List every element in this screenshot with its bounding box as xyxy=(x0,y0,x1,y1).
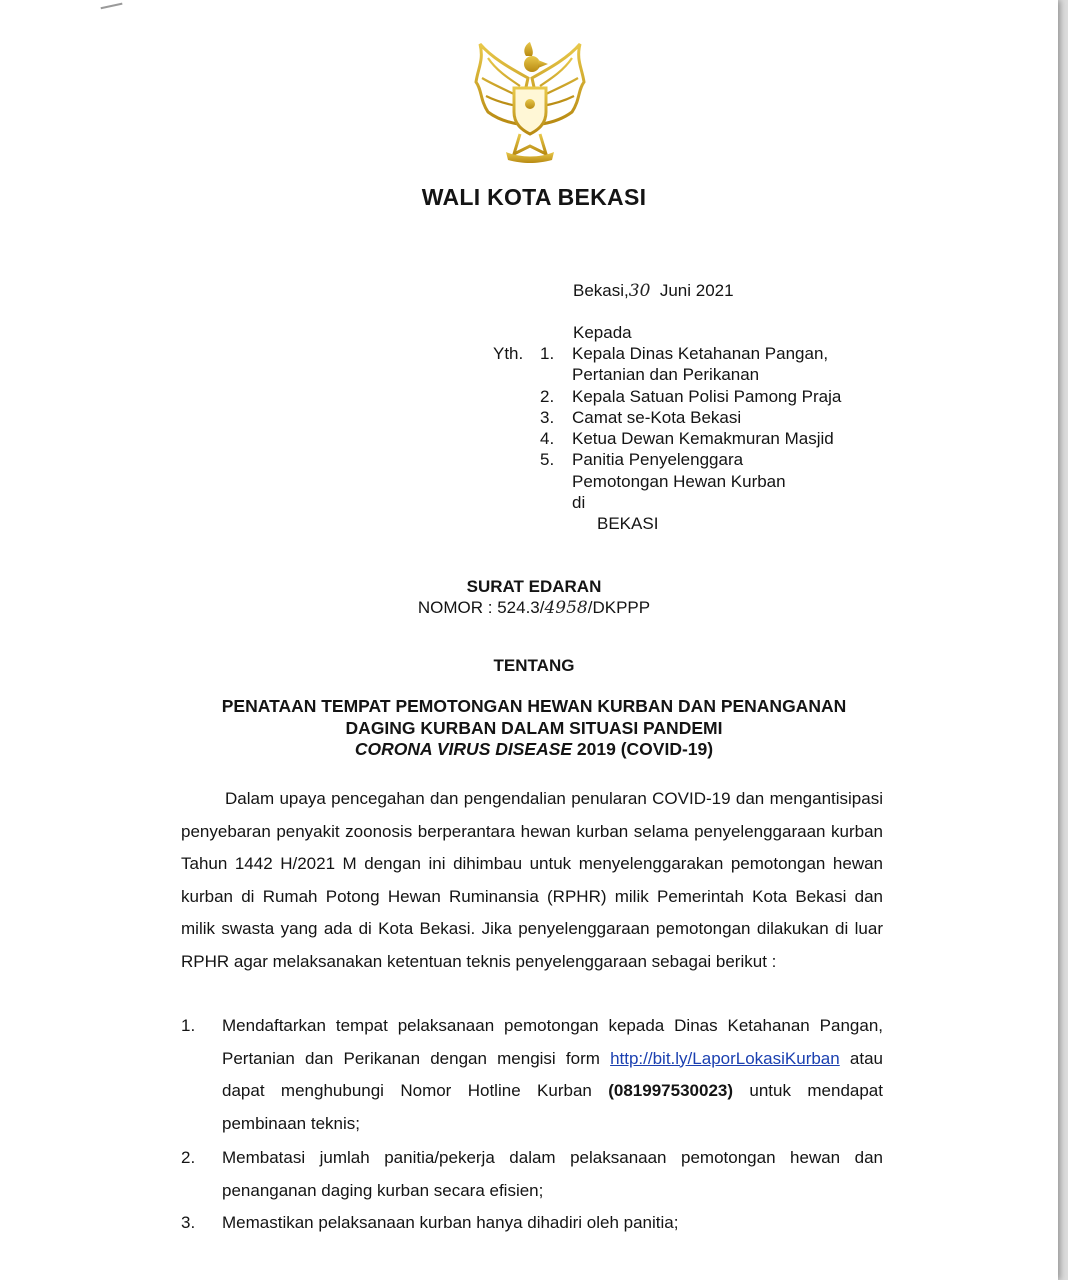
garuda-emblem-icon xyxy=(470,38,590,170)
title-italic-part: CORONA VIRUS DISEASE xyxy=(354,739,573,759)
letter-number xyxy=(0,597,1068,619)
recipient-line: Panitia Penyelenggara xyxy=(572,450,744,470)
list-item xyxy=(181,1142,883,1207)
page-title: WALI KOTA BEKASI xyxy=(421,184,647,210)
letter-title xyxy=(0,696,1068,761)
about-label: TENTANG xyxy=(493,656,575,675)
list-text-part: atau dapat menghubungi Nomor Hotline Kurban xyxy=(222,1048,883,1100)
title-line: PENATAAN TEMPAT PEMOTONGAN HEWAN KURBAN DAN PENANGANAN xyxy=(221,696,847,716)
recipient-line: Ketua Dewan Kemakmuran Masjid xyxy=(572,429,834,449)
title-rest: 2019 (COVID-19) xyxy=(572,739,714,759)
recipient-number: 1. xyxy=(540,344,555,363)
letter-number-handwritten: 4958 xyxy=(544,598,588,618)
recipient-location: BEKASI xyxy=(597,514,659,534)
recipient-number: 4. xyxy=(540,429,555,449)
list-text: Membatasi jumlah panitia/pekerja dalam pelaksanaan pemotongan hewan dan penanganan daging kurban secara efisien; xyxy=(222,1148,883,1200)
title-line xyxy=(0,739,1068,761)
date-month-year: Juni 2021 xyxy=(659,281,734,300)
recipient-number: 2. xyxy=(540,386,555,406)
list-text xyxy=(222,1010,883,1140)
date-place: Bekasi, xyxy=(573,281,629,300)
list-text: Memastikan pelaksanaan kurban hanya dihadiri oleh panitia; xyxy=(222,1213,679,1232)
list-number: 3. xyxy=(181,1213,196,1232)
recipient-di: di xyxy=(572,493,586,513)
recipient-line: Pertanian dan Perikanan xyxy=(572,365,760,385)
recipient-number: 5. xyxy=(540,450,555,470)
recipient-line: Pemotongan Hewan Kurban xyxy=(572,471,786,491)
letter-date xyxy=(573,280,734,302)
letter-number-prefix: NOMOR : 524.3/ xyxy=(417,598,545,617)
provision-list xyxy=(181,1010,883,1240)
letter-number-suffix: /DKPPP xyxy=(587,598,651,617)
hotline-number: (081997530023) xyxy=(608,1081,734,1100)
recipient-number: 3. xyxy=(540,407,555,427)
yth-label: Yth. xyxy=(493,344,524,363)
list-text-part: Mendaftarkan tempat pelaksanaan pemotongan kepada Dinas Ketahanan Pangan, Pertanian dan Perikanan dengan mengisi form xyxy=(222,1016,883,1068)
recipient-list xyxy=(493,343,841,535)
list-number: 1. xyxy=(181,1016,196,1035)
list-item xyxy=(181,1207,883,1240)
recipient-to-label: Kepada xyxy=(573,323,632,342)
form-link[interactable]: http://bit.ly/LaporLokasiKurban xyxy=(610,1048,840,1068)
list-number: 2. xyxy=(181,1148,196,1167)
recipient-line: Camat se-Kota Bekasi xyxy=(572,407,742,427)
date-day-handwritten: 30 xyxy=(628,281,651,301)
recipient-line: Kepala Satuan Polisi Pamong Praja xyxy=(572,386,842,406)
recipient-line: Kepala Dinas Ketahanan Pangan, xyxy=(572,344,829,363)
paragraph-text: Dalam upaya pencegahan dan pengendalian penularan COVID-19 dan mengantisipasi penyebaran penyakit zoonosis berperantara hewan kurban selama penyelenggaraan kurban Tahun 1442 H/2021 M dengan ini dihimbau untuk menyelenggarakan pemotongan hewan kurban di Rumah Potong Hewan Ruminansia (RPHR) milik Pemerintah Kota Bekasi dan milik swasta yang ada di Kota Bekasi. Jika penyelenggaraan pemotongan dilakukan di luar RPHR agar melaksanakan ketentuan teknis penyelenggaraan sebagai berikut : xyxy=(181,789,883,971)
list-item xyxy=(181,1010,883,1140)
body-paragraph xyxy=(181,783,883,978)
list-text-part: untuk mendapat pembinaan teknis; xyxy=(222,1081,883,1133)
title-line: DAGING KURBAN DALAM SITUASI PANDEMI xyxy=(345,717,723,738)
pen-mark xyxy=(100,0,123,9)
letter-type: SURAT EDARAN xyxy=(466,577,602,596)
